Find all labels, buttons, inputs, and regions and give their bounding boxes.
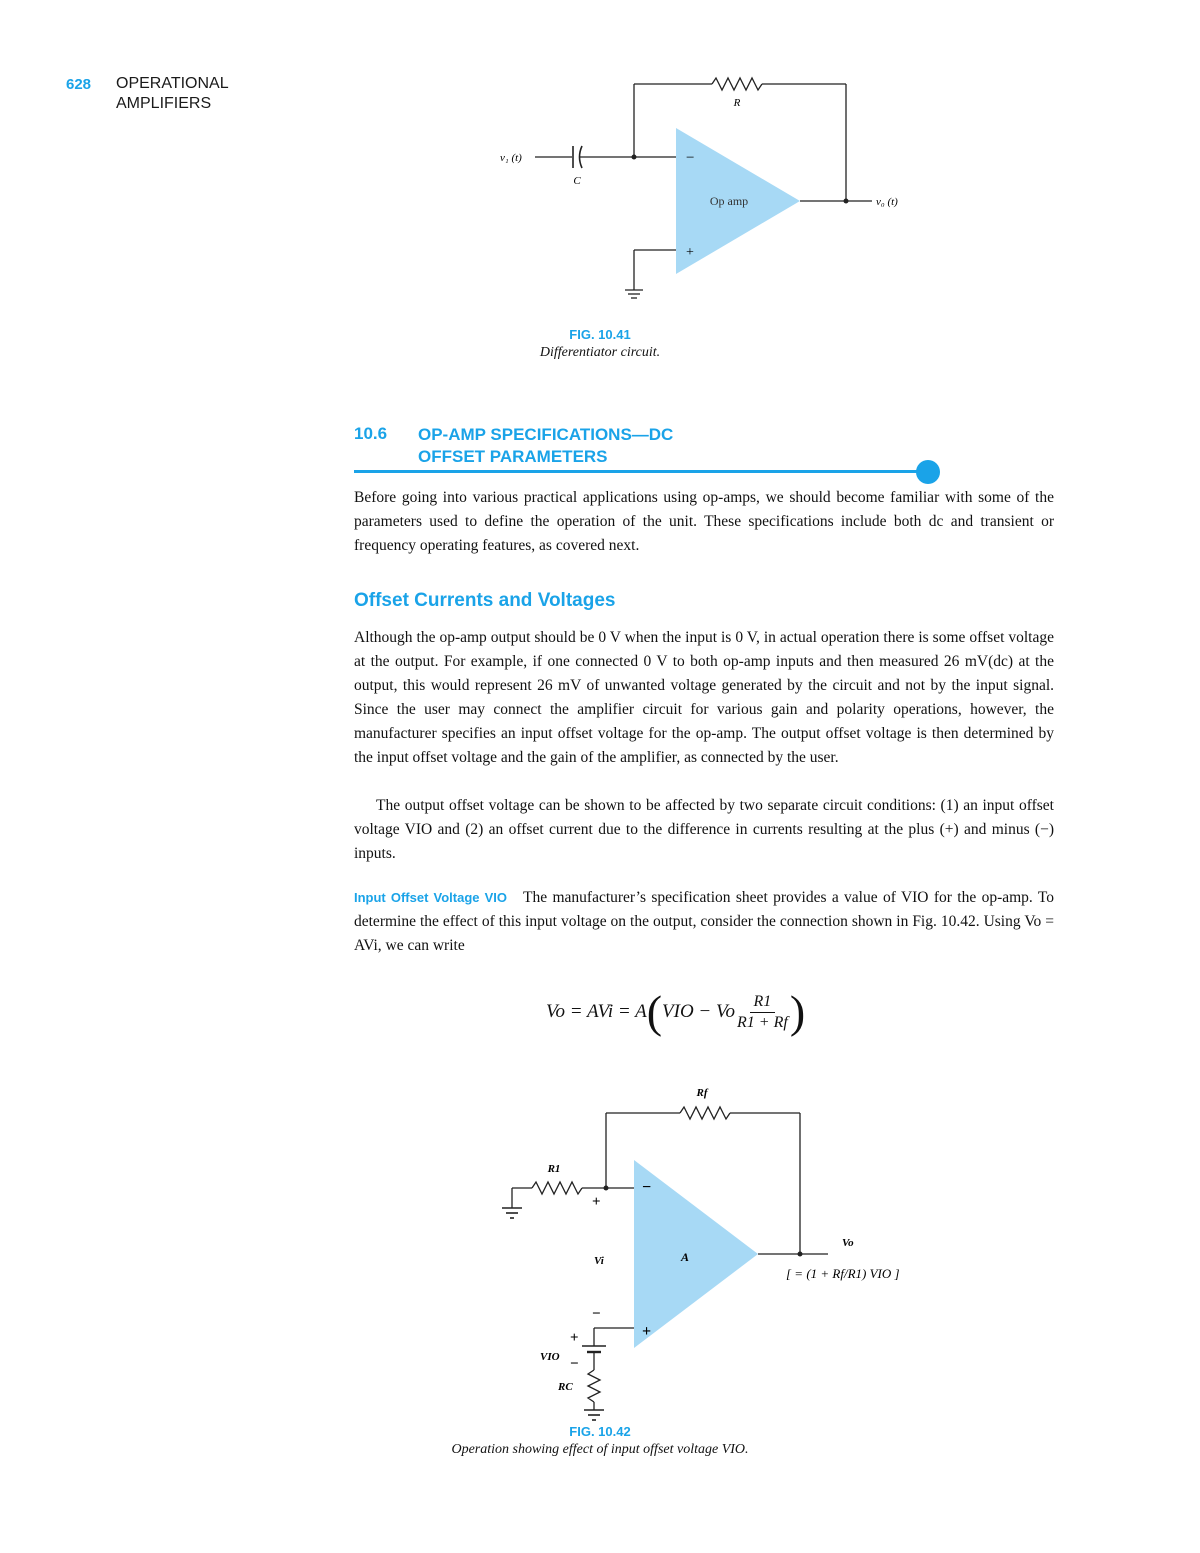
vio-label: VIO: [540, 1351, 560, 1363]
running-head: [116, 74, 229, 114]
output-junction-dot: [798, 1252, 803, 1257]
noninverting-sign: +: [686, 245, 694, 260]
equation-fraction-numerator: R1: [750, 992, 776, 1013]
rf-label: Rf: [696, 1087, 708, 1099]
vio-minus-sign: −: [570, 1356, 579, 1372]
fig-10-42-description: Operation showing effect of input offset voltage VIO.: [451, 1442, 749, 1457]
offset-paragraph-2: The output offset voltage can be shown to be affected by two separate circuit conditions: (1) an input offset voltage VIO and (2) an offset current due to the difference in currents resulting at the plus (+) and minus (−) inputs.: [354, 797, 1054, 862]
op-amp-label: Op amp: [709, 194, 749, 208]
output-expression: [ = (1 + Rf/R1) VIO ]: [786, 1266, 900, 1281]
output-junction-dot: [844, 199, 849, 204]
r1-label: R1: [547, 1163, 561, 1175]
section-title-line1: OP-AMP SPECIFICATIONS—DC: [418, 425, 674, 444]
vi-minus-sign: −: [592, 1306, 601, 1322]
fig-10-42-caption: [350, 1424, 850, 1458]
vio-plus-sign: +: [570, 1330, 579, 1346]
fig-10-42-label: FIG. 10.42: [569, 1424, 631, 1439]
inverting-junction-dot: [604, 1186, 609, 1191]
input-v1-label: v₁ (t): [500, 152, 522, 164]
equation-fraction-denominator: R1 + Rf: [737, 1013, 788, 1031]
fig-10-41-differentiator-diagram: [480, 70, 940, 310]
output-vo-label: v₀ (t): [876, 196, 898, 208]
inverting-sign: −: [686, 150, 695, 166]
op-amp-plus-sign: +: [642, 1323, 652, 1340]
section-title-line2: OFFSET PARAMETERS: [418, 447, 608, 466]
runin-body: The manufacturer’s specification sheet provides a value of VIO for the op-amp. To determine the effect of this input voltage on the output, consider the connection shown in Fig. 10.42. Using Vo = AVi, we can write: [354, 889, 1054, 954]
equation-left-paren: (: [646, 986, 663, 1037]
equation-lhs: Vo = AVi = A: [546, 1001, 647, 1022]
offset-paragraph-3: [354, 886, 1054, 958]
resistor-r-label: R: [733, 97, 741, 109]
section-rule: [354, 470, 928, 473]
fig-10-41-description: Differentiator circuit.: [539, 345, 661, 360]
offset-paragraph-1: Although the op-amp output should be 0 V when the input is 0 V, in actual operation there is some offset voltage at the output. For example, if one connected 0 V to both op-amp inputs and then measured 26 mV(dc) at the output, this would represent 26 mV of unwanted voltage generated by the circuit and not by the input signal. Since the user may connect the amplifier circuit for various gain and polarity operations, however, the manufacturer specifies an input offset voltage for the op-amp. The output offset voltage is then determined by the input offset voltage and the gain of the amplifier, as connected by the user.: [354, 629, 1054, 766]
op-amp-a-triangle: [634, 1160, 758, 1348]
capacitor-c-label: C: [573, 175, 581, 187]
subsection-title: Offset Currents and Voltages: [354, 590, 616, 611]
op-amp-minus-sign: −: [642, 1179, 652, 1196]
rc-label: RC: [558, 1381, 573, 1393]
equation-term: VIO − Vo: [662, 1001, 736, 1022]
vo-label: Vo: [842, 1237, 854, 1249]
runin-heading: Input Offset Voltage VIO: [354, 890, 507, 905]
fig-10-42-offset-voltage-diagram: [490, 1078, 930, 1408]
section-dot-ornament: [916, 460, 940, 484]
fig-10-41-caption: [400, 327, 800, 361]
section-number: 10.6: [354, 424, 388, 443]
offset-equation: [546, 982, 805, 1042]
gain-a-label: A: [680, 1250, 690, 1264]
intro-paragraph: Before going into various practical applications using op-amps, we should become familiar with some of the parameters used to define the operation of the unit. These specifications include both dc and transient or frequency operating features, as covered next.: [354, 489, 1054, 554]
running-head-line1: OPERATIONAL: [116, 75, 229, 92]
section-title: [418, 424, 673, 468]
resistor-rc-symbol: [588, 1370, 600, 1402]
resistor-r-symbol: [712, 78, 762, 90]
vi-label: Vi: [594, 1255, 604, 1267]
vi-plus-sign: +: [592, 1194, 601, 1210]
resistor-r1-symbol: [532, 1182, 582, 1194]
fig-10-41-label: FIG. 10.41: [569, 327, 631, 342]
equation-right-paren: ): [789, 986, 806, 1037]
running-head-line2: AMPLIFIERS: [116, 95, 212, 112]
page-number: 628: [66, 76, 92, 93]
equation-fraction: [737, 992, 788, 1033]
resistor-rf-symbol: [680, 1107, 730, 1119]
